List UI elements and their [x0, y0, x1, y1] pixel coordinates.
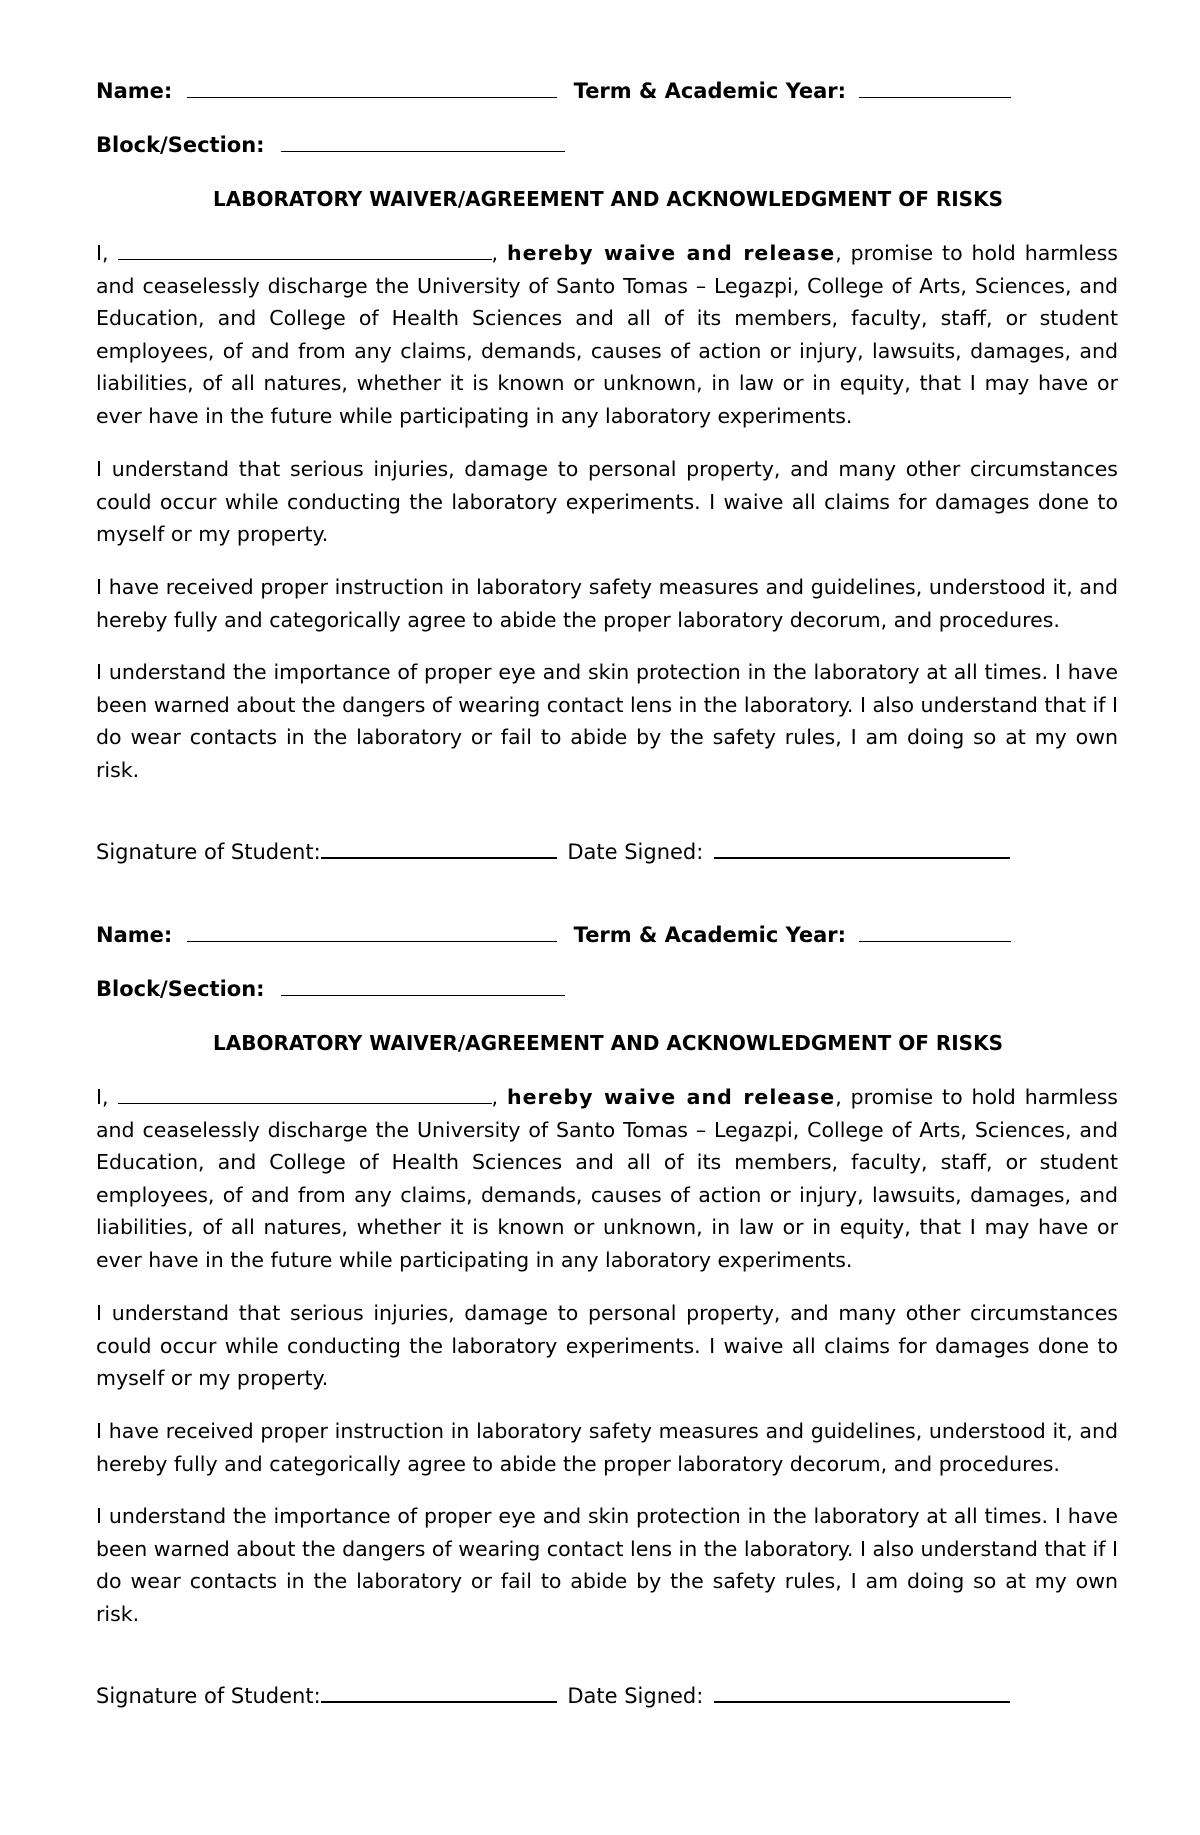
waiver-paragraph-4: I understand the importance of proper eye and skin protection in the laboratory at all times. I have been warned about the dangers of wearing contact lens in the laboratory. I also understand that if I do wear contacts in the laboratory or fail to abide by the safety rules, I am doing so at my own risk. [96, 660, 1118, 782]
name-label: Name: [96, 79, 173, 103]
signature-blank[interactable] [321, 1681, 557, 1703]
date-label: Date Signed: [567, 1684, 704, 1708]
name-term-row [96, 78, 1011, 104]
waiver-paragraph-3: I have received proper instruction in laboratory safety measures and guidelines, understood it, and hereby fully and categorically agree to abide the proper laboratory decorum, and procedures. [96, 575, 1118, 632]
p1-comma: , [491, 241, 499, 265]
p1-rest: , promise to hold harmless and ceaselessly discharge the University of Santo Tomas – Legazpi, College of Arts, Sciences, and Education, and College of Health Sciences and all of its members, faculty, staff, or student employees, of and from any claims, demands, causes of action or injury, lawsuits, damages, and liabilities, of all natures, whether it is known or unknown, in law or in equity, that I may have or ever have in the future while participating in any laboratory experiments. [96, 241, 1118, 428]
date-blank[interactable] [714, 837, 1010, 859]
date-blank[interactable] [714, 1681, 1010, 1703]
date-label: Date Signed: [567, 840, 704, 864]
p1-comma: , [491, 1085, 499, 1109]
signer-name-blank[interactable] [118, 1085, 492, 1104]
waiver-title: LABORATORY WAIVER/AGREEMENT AND ACKNOWLEDGMENT OF RISKS [213, 187, 1003, 211]
block-blank[interactable] [281, 133, 565, 152]
term-label: Term & Academic Year: [573, 79, 847, 103]
waiver-title: LABORATORY WAIVER/AGREEMENT AND ACKNOWLEDGMENT OF RISKS [213, 1031, 1003, 1055]
waiver-paragraph-4: I understand the importance of proper eye and skin protection in the laboratory at all times. I have been warned about the dangers of wearing contact lens in the laboratory. I also understand that if I do wear contacts in the laboratory or fail to abide by the safety rules, I am doing so at my own risk. [96, 1504, 1118, 1626]
waiver-paragraph-2: I understand that serious injuries, damage to personal property, and many other circumstances could occur while conducting the laboratory experiments. I waive all claims for damages done to myself or my property. [96, 457, 1118, 546]
p1-bold: hereby waive and release [506, 241, 836, 265]
signer-name-blank[interactable] [118, 241, 492, 260]
waiver-paragraph-2: I understand that serious injuries, damage to personal property, and many other circumstances could occur while conducting the laboratory experiments. I waive all claims for damages done to myself or my property. [96, 1301, 1118, 1390]
p1-start: I, [96, 241, 109, 265]
block-label: Block/Section: [96, 133, 265, 157]
block-row [96, 976, 565, 1002]
name-term-row [96, 922, 1011, 948]
p1-bold: hereby waive and release [506, 1085, 836, 1109]
signature-label: Signature of Student: [96, 840, 321, 864]
signature-row [96, 1681, 1010, 1709]
signature-label: Signature of Student: [96, 1684, 321, 1708]
block-row [96, 132, 565, 158]
term-blank[interactable] [859, 79, 1011, 98]
signature-blank[interactable] [321, 837, 557, 859]
name-blank[interactable] [187, 79, 557, 98]
name-blank[interactable] [187, 923, 557, 942]
waiver-paragraph-1 [96, 1081, 1118, 1276]
block-label: Block/Section: [96, 977, 265, 1001]
signature-row [96, 837, 1010, 865]
name-label: Name: [96, 923, 173, 947]
p1-rest: , promise to hold harmless and ceaselessly discharge the University of Santo Tomas – Legazpi, College of Arts, Sciences, and Education, and College of Health Sciences and all of its members, faculty, staff, or student employees, of and from any claims, demands, causes of action or injury, lawsuits, damages, and liabilities, of all natures, whether it is known or unknown, in law or in equity, that I may have or ever have in the future while participating in any laboratory experiments. [96, 1085, 1118, 1272]
waiver-paragraph-1 [96, 237, 1118, 432]
term-label: Term & Academic Year: [573, 923, 847, 947]
block-blank[interactable] [281, 977, 565, 996]
waiver-paragraph-3: I have received proper instruction in laboratory safety measures and guidelines, understood it, and hereby fully and categorically agree to abide the proper laboratory decorum, and procedures. [96, 1419, 1118, 1476]
p1-start: I, [96, 1085, 109, 1109]
term-blank[interactable] [859, 923, 1011, 942]
